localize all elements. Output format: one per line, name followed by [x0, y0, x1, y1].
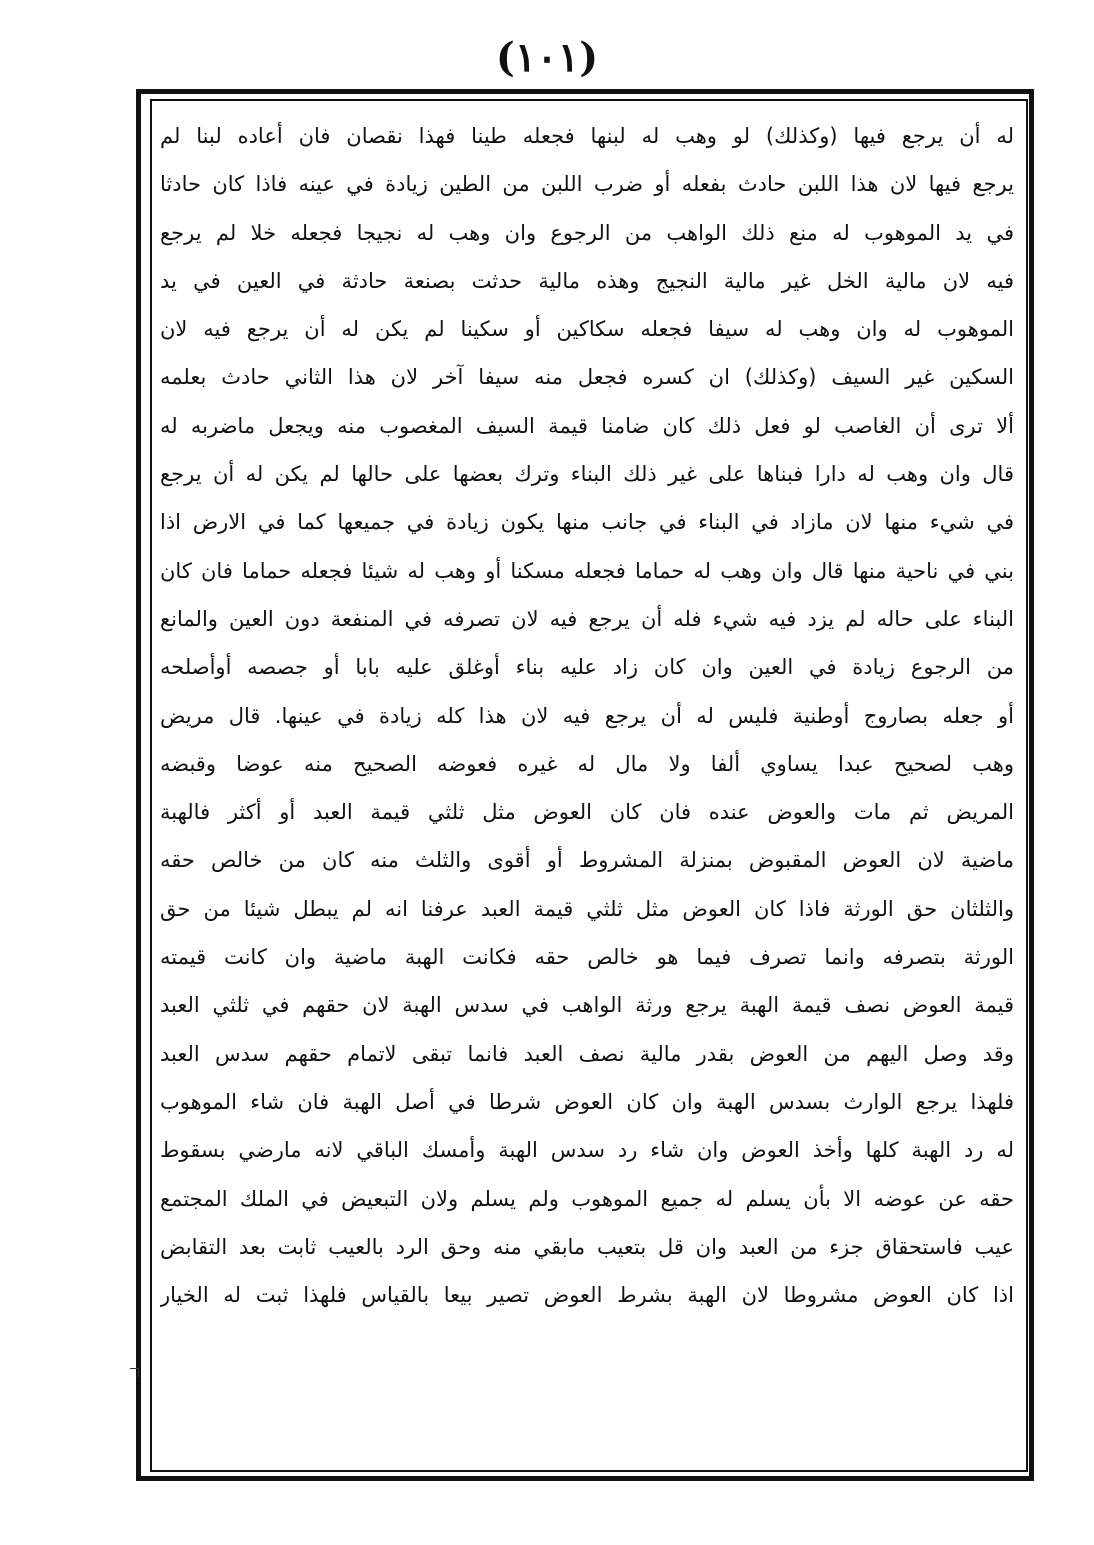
- text-line: قيمة العوض نصف قيمة الهبة يرجع ورثة الواهب في سدس الهبة لان حقهم في ثلثي العبد: [160, 993, 1014, 1018]
- text-line: فيه لان مالية الخل غير مالية النجيج وهذه مالية حدثت بصنعة حادثة في العين في يد: [160, 268, 1014, 293]
- text-line: أو جعله بصاروج أوطنية فليس له أن يرجع فيه لان هذا كله زيادة في عينها. قال مريض: [160, 703, 1014, 728]
- text-line: في شيء منها لان مازاد في البناء في جانب منها يكون زيادة في جميعها كما في الارض اذا: [160, 510, 1014, 535]
- text-line: حقه عن عوضه الا بأن يسلم له جميع الموهوب ولم يسلم ولان التبعيض في الملك المجتمع: [160, 1186, 1014, 1211]
- text-line: من الرجوع زيادة في العين وان كان زاد عليه بناء أوغلق عليه بابا أو جصصه أوأصلحه: [160, 655, 1014, 680]
- text-line: له أن يرجع فيها (وكذلك) لو وهب له لبنها فجعله طينا فهذا نقصان فان أعاده لبنا لم: [160, 124, 1014, 148]
- text-line: ألا ترى أن الغاصب لو فعل ذلك كان ضامنا قيمة السيف المغصوب منه ويجعل ماضربه له: [160, 413, 1014, 438]
- text-line: قال وان وهب له دارا فبناها على غير ذلك البناء وترك بعضها على حالها لم يكن له أن يرجع: [160, 462, 1014, 487]
- text-line: ماضية لان العوض المقبوض بمنزلة المشروط أو أقوى والثلث منه كان من خالص حقه: [160, 848, 1014, 873]
- text-line: الورثة بتصرفه وانما تصرف فيما هو خالص حقه فكانت الهبة ماضية وان كانت قيمته: [160, 945, 1014, 970]
- text-line: البناء على حاله لم يزد فيه شيء فله أن يرجع فيه لان تصرفه في المنفعة دون العين والمانع: [160, 606, 1014, 631]
- text-line: عيب فاستحقاق جزء من العبد وان قل بتعيب مابقي منه وحق الرد بالعيب ثابت بعد التقابض: [160, 1234, 1014, 1259]
- text-line: المريض ثم مات والعوض عنده فان كان العوض مثل ثلثي قيمة العبد أو أكثر فالهبة: [160, 800, 1014, 825]
- text-line: وقد وصل اليهم من العوض بقدر مالية نصف العبد فانما تبقى لاتمام حقهم سدس العبد: [160, 1041, 1014, 1066]
- text-line: يرجع فيها لان هذا اللبن حادث بفعله أو ضرب اللبن من الطين زيادة في عينه فاذا كان حادثا: [160, 172, 1014, 197]
- text-line: وهب لصحيح عبدا يساوي ألفا ولا مال له غيره فعوضه الصحيح منه عوضا وقبضه: [160, 751, 1014, 776]
- text-line: الموهوب له وان وهب له سيفا فجعله سكاكين أو سكينا لم يكن له أن يرجع فيه لان: [160, 317, 1014, 342]
- text-line: السكين غير السيف (وكذلك) ان كسره فجعل منه سيفا آخر لان هذا الثاني حادث بعلمه: [160, 365, 1014, 390]
- text-line: فلهذا يرجع الوارث بسدس الهبة وان كان العوض شرطا في أصل الهبة فان شاء الموهوب: [160, 1089, 1014, 1114]
- text-line: له رد الهبة كلها وأخذ العوض وان شاء رد سدس الهبة وأمسك الباقي لانه مارضي بسقوط: [160, 1138, 1014, 1163]
- text-line: اذا كان العوض مشروطا لان الهبة بشرط العوض تصير بيعا بالقياس فلهذا ثبت له الخيار: [160, 1283, 1014, 1308]
- margin-mark: [130, 1368, 139, 1377]
- text-line: في يد الموهوب له منع ذلك الواهب من الرجوع وان وهب له نجيجا فجعله خلا لم يرجع: [160, 220, 1014, 245]
- body-text: [156, 104, 1018, 1466]
- page-number: (١٠١): [495, 34, 599, 81]
- text-line: والثلثان حق الورثة فاذا كان العوض مثل ثلثي قيمة العبد عرفنا انه لم يبطل شيئا من حق: [160, 896, 1014, 921]
- text-line: بني في ناحية منها قال وان وهب له حماما فجعله مسكنا أو وهب له شيئا فجعله حماما فان كان: [160, 558, 1014, 583]
